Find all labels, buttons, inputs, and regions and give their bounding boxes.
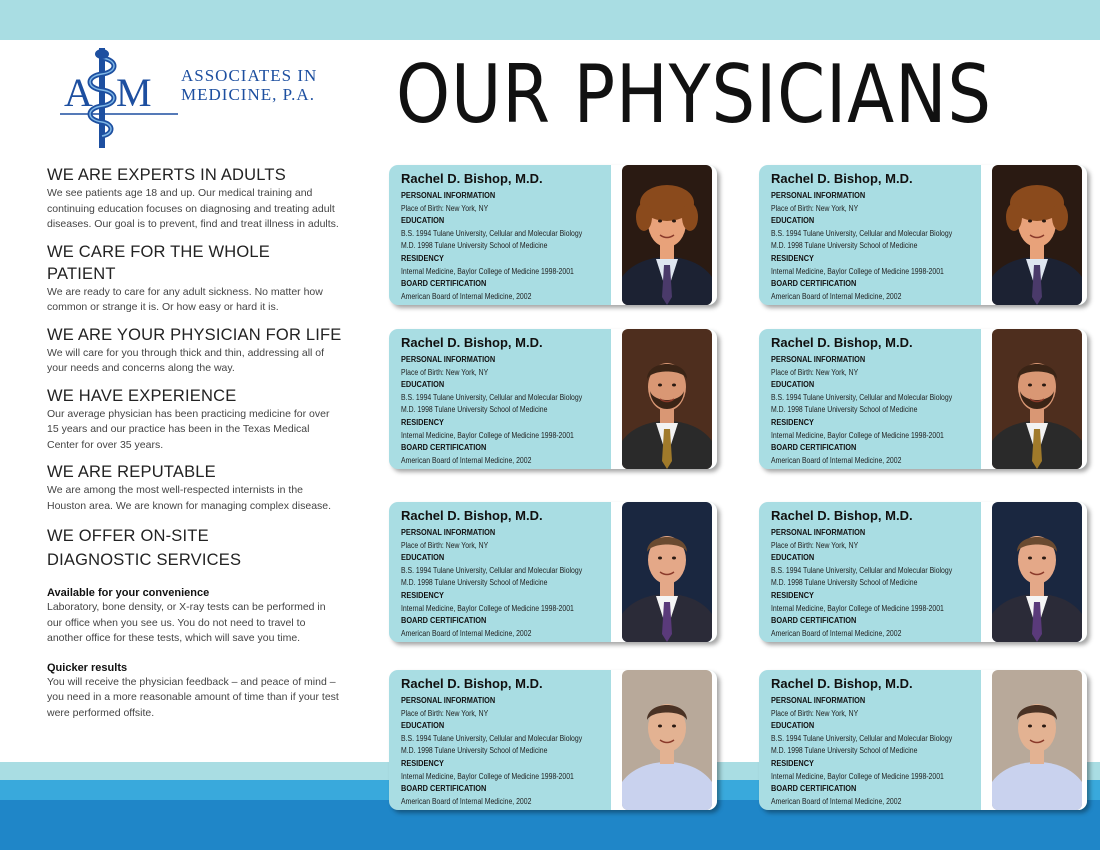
physician-name: Rachel D. Bishop, M.D. (401, 508, 543, 523)
personal-info-label: PERSONAL INFORMATION (401, 191, 496, 200)
subsection-quicker-results (47, 661, 342, 722)
board-label: BOARD CERTIFICATION (401, 279, 487, 289)
education-md: M.D. 1998 Tulane University School of Medicine (401, 746, 548, 756)
board-text: American Board of Internal Medicine, 2002 (401, 628, 532, 638)
physician-photo (992, 165, 1082, 305)
card-text (771, 676, 989, 808)
education-bs: B.S. 1994 Tulane University, Cellular and Molecular Biology (401, 565, 583, 575)
physician-card (759, 329, 1087, 469)
education-label: EDUCATION (401, 721, 445, 731)
section-text: We see patients age 18 and up. Our medical training and continuing education focuses on diagnosing and treating adult diseases. Our goal is to prevent, find and treat illness in adults. (47, 187, 339, 230)
residency-label: RESIDENCY (771, 253, 814, 263)
education-bs: B.S. 1994 Tulane University, Cellular and Molecular Biology (401, 392, 583, 402)
residency-label: RESIDENCY (401, 253, 444, 263)
personal-info-label: PERSONAL INFORMATION (771, 191, 866, 200)
education-bs: B.S. 1994 Tulane University, Cellular and Molecular Biology (771, 228, 953, 238)
logo-initial-m: M (116, 70, 152, 115)
education-label: EDUCATION (771, 721, 815, 731)
board-text: American Board of Internal Medicine, 2002 (771, 291, 902, 301)
residency-label: RESIDENCY (771, 417, 814, 427)
education-bs: B.S. 1994 Tulane University, Cellular and Molecular Biology (771, 733, 953, 743)
education-md: M.D. 1998 Tulane University School of Medicine (401, 405, 548, 415)
subsection-heading: Available for your convenience (47, 587, 210, 599)
education-label: EDUCATION (771, 380, 815, 390)
physician-name: Rachel D. Bishop, M.D. (771, 676, 913, 691)
board-text: American Board of Internal Medicine, 2002 (401, 291, 532, 301)
birth-place: Place of Birth: New York, NY (401, 203, 489, 213)
board-label: BOARD CERTIFICATION (771, 784, 857, 794)
education-bs: B.S. 1994 Tulane University, Cellular and Molecular Biology (401, 228, 583, 238)
section-heading: WE HAVE EXPERIENCE (47, 386, 237, 405)
residency-text: Internal Medicine, Baylor College of Medicine 1998-2001 (771, 266, 944, 276)
section-physician-for-life (47, 324, 342, 377)
board-label: BOARD CERTIFICATION (401, 784, 487, 794)
education-bs: B.S. 1994 Tulane University, Cellular and Molecular Biology (771, 565, 953, 575)
education-md: M.D. 1998 Tulane University School of Medicine (771, 405, 918, 415)
education-md: M.D. 1998 Tulane University School of Medicine (771, 746, 918, 756)
board-label: BOARD CERTIFICATION (401, 443, 487, 453)
board-text: American Board of Internal Medicine, 2002 (401, 455, 532, 465)
personal-info-label: PERSONAL INFORMATION (771, 696, 866, 705)
education-label: EDUCATION (401, 553, 445, 563)
physician-photo (622, 329, 712, 469)
residency-text: Internal Medicine, Baylor College of Medicine 1998-2001 (401, 430, 574, 440)
card-text (771, 171, 989, 303)
physician-name: Rachel D. Bishop, M.D. (401, 171, 543, 186)
section-experience (47, 385, 342, 454)
practice-logo (58, 46, 318, 150)
section-heading: WE OFFER ON-SITE DIAGNOSTIC SERVICES (47, 527, 242, 569)
physician-name: Rachel D. Bishop, M.D. (771, 171, 913, 186)
education-label: EDUCATION (401, 216, 445, 226)
physician-name: Rachel D. Bishop, M.D. (771, 335, 913, 350)
education-bs: B.S. 1994 Tulane University, Cellular and Molecular Biology (401, 733, 583, 743)
residency-text: Internal Medicine, Baylor College of Medicine 1998-2001 (401, 603, 574, 613)
residency-text: Internal Medicine, Baylor College of Medicine 1998-2001 (771, 430, 944, 440)
physician-card (759, 502, 1087, 642)
physician-card (389, 670, 717, 810)
section-heading: WE ARE EXPERTS IN ADULTS (47, 166, 286, 184)
birth-place: Place of Birth: New York, NY (401, 540, 489, 550)
card-text (401, 335, 619, 467)
education-label: EDUCATION (771, 553, 815, 563)
residency-label: RESIDENCY (771, 590, 814, 600)
section-text: We will care for you through thick and thin, addressing all of your needs and concerns along the way. (47, 346, 325, 374)
board-text: American Board of Internal Medicine, 2002 (771, 796, 902, 806)
birth-place: Place of Birth: New York, NY (401, 367, 489, 377)
physician-card (759, 165, 1087, 305)
section-experts (47, 164, 342, 233)
physician-card (389, 329, 717, 469)
card-text (401, 171, 619, 303)
birth-place: Place of Birth: New York, NY (771, 540, 859, 550)
physician-card (389, 165, 717, 305)
page-title (396, 48, 1089, 142)
board-label: BOARD CERTIFICATION (771, 279, 857, 289)
physician-name: Rachel D. Bishop, M.D. (771, 508, 913, 523)
section-heading: WE ARE REPUTABLE (47, 463, 216, 481)
practice-name: ASSOCIATES IN MEDICINE, P.A. (181, 66, 318, 104)
physician-photo (992, 329, 1082, 469)
board-label: BOARD CERTIFICATION (771, 616, 857, 626)
education-label: EDUCATION (401, 380, 445, 390)
physician-photo (622, 670, 712, 810)
subsection-convenience (47, 586, 342, 647)
personal-info-label: PERSONAL INFORMATION (771, 355, 866, 364)
subsection-text: You will receive the physician feedback – and peace of mind – you need in a more reasonable amount of time than if your test were performed offsite. (47, 675, 339, 719)
residency-text: Internal Medicine, Baylor College of Medicine 1998-2001 (771, 771, 944, 781)
physician-photo (622, 165, 712, 305)
education-md: M.D. 1998 Tulane University School of Medicine (401, 578, 548, 588)
residency-text: Internal Medicine, Baylor College of Medicine 1998-2001 (401, 771, 574, 781)
physician-name: Rachel D. Bishop, M.D. (401, 676, 543, 691)
board-text: American Board of Internal Medicine, 2002 (771, 455, 902, 465)
physician-card (389, 502, 717, 642)
education-label: EDUCATION (771, 216, 815, 226)
education-md: M.D. 1998 Tulane University School of Medicine (771, 241, 918, 251)
residency-text: Internal Medicine, Baylor College of Medicine 1998-2001 (401, 266, 574, 276)
subsection-heading: Quicker results (47, 661, 128, 674)
section-reputable (47, 461, 342, 514)
subsection-text: Laboratory, bone density, or X-ray tests can be performed in our office when you see us. You do not need to travel to another office for these tests, which will save you time. (47, 601, 326, 644)
birth-place: Place of Birth: New York, NY (771, 708, 859, 718)
about-column (47, 164, 342, 721)
personal-info-label: PERSONAL INFORMATION (401, 355, 496, 364)
residency-label: RESIDENCY (401, 758, 444, 768)
section-text: Our average physician has been practicing medicine for over 15 years and our practice has been in the Texas Medical Center for over 35 years. (47, 407, 330, 451)
education-bs: B.S. 1994 Tulane University, Cellular and Molecular Biology (771, 392, 953, 402)
logo-initial-a: A (64, 70, 93, 115)
education-md: M.D. 1998 Tulane University School of Medicine (401, 241, 548, 251)
section-text: We are ready to care for any adult sickness. No matter how common or strange it is. Or how easy or hard it is. (47, 285, 323, 313)
section-text: We are among the most well-respected internists in the Houston area. We are known for managing complex disease. (47, 484, 332, 512)
physician-photo (992, 670, 1082, 810)
card-text (401, 508, 619, 640)
education-md: M.D. 1998 Tulane University School of Medicine (771, 578, 918, 588)
residency-label: RESIDENCY (401, 417, 444, 427)
residency-label: RESIDENCY (401, 590, 444, 600)
page-title-text: OUR PHYSICIANS (396, 48, 992, 141)
board-text: American Board of Internal Medicine, 2002 (401, 796, 532, 806)
board-label: BOARD CERTIFICATION (771, 443, 857, 453)
section-heading: WE CARE FOR THE WHOLE PATIENT (47, 242, 270, 283)
birth-place: Place of Birth: New York, NY (771, 367, 859, 377)
card-text (401, 676, 619, 808)
physician-photo (622, 502, 712, 642)
physician-name: Rachel D. Bishop, M.D. (401, 335, 543, 350)
card-text (771, 508, 989, 640)
personal-info-label: PERSONAL INFORMATION (401, 696, 496, 705)
section-whole-patient (47, 241, 342, 316)
birth-place: Place of Birth: New York, NY (771, 203, 859, 213)
section-heading: WE ARE YOUR PHYSICIAN FOR LIFE (47, 325, 342, 344)
personal-info-label: PERSONAL INFORMATION (771, 528, 866, 537)
board-text: American Board of Internal Medicine, 2002 (771, 628, 902, 638)
physician-photo (992, 502, 1082, 642)
residency-text: Internal Medicine, Baylor College of Medicine 1998-2001 (771, 603, 944, 613)
caduceus-icon (58, 46, 180, 150)
top-band (0, 0, 1100, 40)
birth-place: Place of Birth: New York, NY (401, 708, 489, 718)
card-text (771, 335, 989, 467)
residency-label: RESIDENCY (771, 758, 814, 768)
personal-info-label: PERSONAL INFORMATION (401, 528, 496, 537)
section-diagnostic (47, 524, 317, 572)
board-label: BOARD CERTIFICATION (401, 616, 487, 626)
physician-card (759, 670, 1087, 810)
